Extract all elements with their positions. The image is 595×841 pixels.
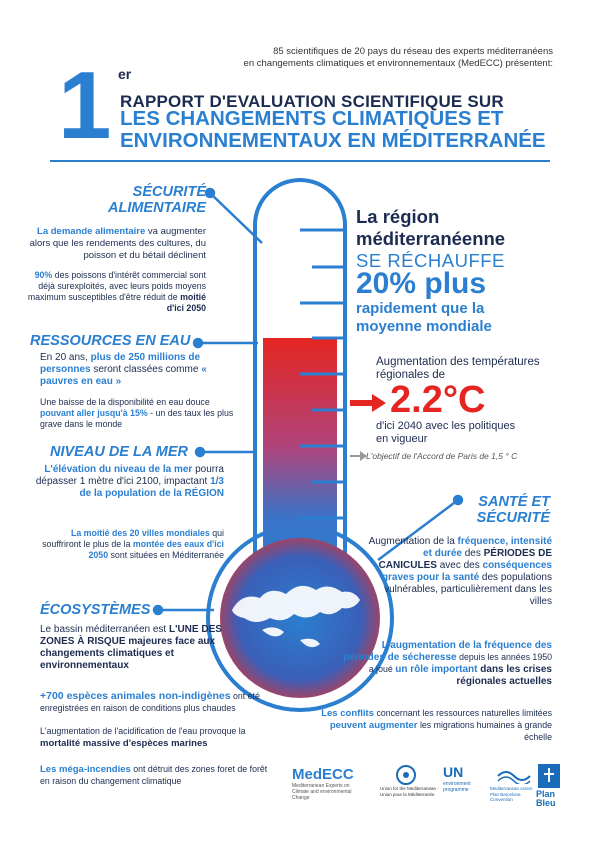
eco-p4: Les méga-incendies ont détruit des zones foret de forêt en raison du changement climatique (40, 764, 268, 786)
eau-p2: Une baisse de la disponibilité en eau douce pouvant aller jusqu'à 15% - un des taux les plus grave dans le monde (40, 397, 234, 429)
region-compare: rapidement que la moyenne mondiale (356, 300, 492, 335)
medecc-logo: MedECC (292, 766, 354, 783)
title-line-1: RAPPORT D'EVALUATION SCIENTIFIQUE SUR (120, 92, 504, 111)
mer-p2: La moitié des 20 villes mondiales qui souffriront le plus de la montée des eaux d'ici 2050 sont situées en Méditerranée (42, 528, 224, 560)
region-title: La région méditerranéenne (356, 206, 506, 249)
securite-p1: La demande alimentaire va augmenter alors que les rendements des cultures, du poisson et du bétail déclinent (29, 226, 206, 261)
temperature-sub: d'ici 2040 avec les politiques en vigueur (376, 420, 516, 445)
eco-p3: L'augmentation de l'acidification de l'eau provoque la mortalité massive d'espèces marines (40, 726, 246, 749)
plan-bleu-logo: Plan Bleu (536, 789, 556, 808)
medecc-logo-subtitle: Mediterranean Experts on Climate and environmental Change (292, 783, 352, 801)
temperature-value: 2.2°C (390, 379, 486, 421)
sante-p3: Les conflits concernant les ressources naturelles limitées peuvent augmenter les migrations humaines à grande échelle (321, 708, 552, 742)
ufm-logo-icon (388, 764, 424, 786)
region-warming: SE RÉCHAUFFE (356, 250, 505, 271)
section-title-niveau-mer: NIVEAU DE LA MER (50, 444, 189, 460)
paris-goal: L'objectif de l'Accord de Paris de 1,5 ° C (366, 451, 518, 461)
eco-p2: +700 espèces animales non-indigènes ont été enregistrées en raison de conditions plus chaudes (40, 690, 260, 713)
map-logo-icon (496, 764, 532, 784)
sante-p1: Augmentation de la fréquence, intensité et durée des PÉRIODES DE CANICULES avec des conséquences graves pour la santé des populations vulnérables, particulièrement dans les villes (368, 536, 552, 607)
un-environment-subtitle: environment programme (443, 781, 471, 793)
report-number: 1 (58, 52, 108, 159)
region-percent: 20% plus (356, 267, 487, 300)
title-line-3: ENVIRONNEMENTAUX EN MÉDITERRANÉE (120, 129, 546, 152)
ufm-logo-subtitle: Union for the Mediterranean · Union pour la Méditerranée (380, 786, 439, 797)
securite-p2: 90% des poissons d'intérêt commercial sont déjà surexploités, avec leurs poids moyens maximum susceptibles d'être réduit de moitié d'ici 2050 (27, 270, 206, 313)
eco-p1: Le bassin méditerranéen est L'UNE DES ZONES À RISQUE majeures face aux changements climatiques et environnementaux (40, 624, 222, 671)
plan-bleu-logo-icon (538, 764, 560, 788)
temperature-arrow (350, 394, 386, 412)
un-environment-logo: UN (443, 764, 464, 780)
section-title-securite-alimentaire: SÉCURITÉ ALIMENTAIRE (107, 184, 206, 216)
paris-arrow (350, 451, 367, 461)
sante-p2: L'augmentation de la fréquence des périodes de sécheresse depuis les années 1950 a joué un rôle important dans les crises régionales actuelles (343, 640, 552, 687)
intro-line-2: en changements climatiques et environnementaux (MedECC) présentent: (243, 58, 553, 69)
section-title-ecosystemes: ÉCOSYSTÈMES (40, 602, 151, 618)
section-title-ressources-eau: RESSOURCES EN EAU (30, 333, 191, 349)
title-line-2: LES CHANGEMENTS CLIMATIQUES ET (120, 107, 504, 130)
intro-line-1: 85 scientifiques de 20 pays du réseau des experts méditerranéens (273, 46, 553, 57)
section-title-sante: SANTÉ ET SÉCURITÉ (476, 494, 550, 526)
mer-p1: L'élévation du niveau de la mer pourra dépasser 1 mètre d'ici 2100, impactant 1/3 de la population de la RÉGION (35, 464, 224, 499)
report-ordinal: er (118, 66, 132, 82)
map-logo-subtitle: Mediterranean Action Plan Barcelona Convention (490, 786, 533, 802)
eau-p1: En 20 ans, plus de 250 millions de personnes seront classées comme « pauvres en eau » (40, 352, 207, 387)
temperature-label: Augmentation des températures régionales de (376, 356, 540, 381)
